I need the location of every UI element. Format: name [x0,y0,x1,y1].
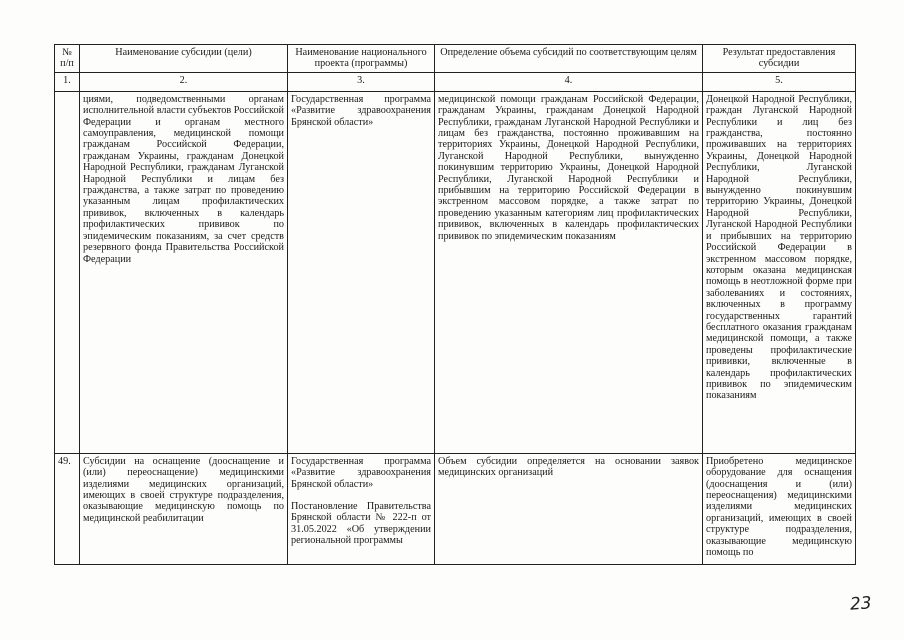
result-cell: Приобретено медицинское оборудование для оснащения (дооснащения и (или) переоснащения) медицинскими изделиями медицинских организаций, имеющих в своей структуре подразделения, оказывающие медицинскую помощь по [703,453,856,564]
col-number: 5. [703,72,856,91]
definition-cell: медицинской помощи гражданам Российской Федерации, гражданам Украины, гражданам Донецкой Народной Республики, гражданам Луганской Народной Республики и лицам без гражданства, постоянно проживавшим на территориях Украины, Донецкой Народной Республики, Луганской Народной Республики, вынужденно покинувшим территорию Украины, Донецкой Народной Республики, Луганской Народной Республики и прибывшим на территорию Российской Федерации в экстренном массовом порядке, а также затрат по проведению указанным категориям лиц профилактических прививок, включенных в календарь профилактических прививок по эпидемическим показаниям [435,91,703,453]
handwritten-page-number: 23 [849,593,873,615]
col-number: 1. [55,72,80,91]
result-cell: Донецкой Народной Республики, граждан Луганской Народной Республики и лиц без гражданства, постоянно проживавших на территориях Украины, Донецкой Народной Республики, Луганской Народной Республики, вынужденно покинувшим территорию Украины, Донецкой Народной Республики, Луганской Народной Республики и прибывших на территорию Российской Федерации в экстренном массовом порядке, которым оказана медицинская помощь в неотложной форме при заболеваниях и состояниях, включенных в программу государственных гарантий бесплатного оказания гражданам медицинской помощи, а также проведены профилактические прививки, включенные в календарь профилактических прививок по эпидемическим показаниям [703,91,856,453]
subsidy-name-cell: Субсидии на оснащение (дооснащение и (или) переоснащение) медицинскими изделиями медицинских организаций, имеющих в своей структуре подразделения, оказывающие медицинскую помощь по медицинской реабилитации [80,453,288,564]
col-number: 3. [288,72,435,91]
project-decree-text: Постановление Правительства Брянской области № 222-п от 31.05.2022 «Об утверждении региональной программы [291,501,431,547]
project-cell [288,91,435,453]
project-cell [288,453,435,564]
header-num: № п/п [55,45,80,73]
project-text: Государственная программа «Развитие здравоохранения Брянской области» [291,93,431,128]
row-number: 49. [55,453,80,564]
col-number: 2. [80,72,288,91]
header-definition: Определение объема субсидий по соответствующим целям [435,45,703,73]
definition-cell: Объем субсидии определяется на основании заявок медицинских организаций [435,453,703,564]
subsidy-table [54,44,856,565]
project-text: Государственная программа «Развитие здравоохранения Брянской области» [291,455,431,490]
header-result: Результат предоставления субсидии [703,45,856,73]
row-number [55,91,80,453]
table-row [55,453,856,564]
table-header-row [55,45,856,73]
column-number-row [55,72,856,91]
col-number: 4. [435,72,703,91]
header-subsidy-name: Наименование субсидии (цели) [80,45,288,73]
header-project: Наименование национального проекта (программы) [288,45,435,73]
subsidy-name-cell: циями, подведомственными органам исполнительной власти субъектов Российской Федерации и органам местного самоуправления, медицинской помощи гражданам Российской Федерации, гражданам Украины, гражданам Донецкой Народной Республики, гражданам Луганской Народной Республики и лицам без гражданства, а также затрат по проведению указанным лицам профилактических прививок, включенных в календарь профилактических прививок по эпидемическим показаниям, за счет средств резервного фонда Правительства Российской Федерации [80,91,288,453]
table-row [55,91,856,453]
